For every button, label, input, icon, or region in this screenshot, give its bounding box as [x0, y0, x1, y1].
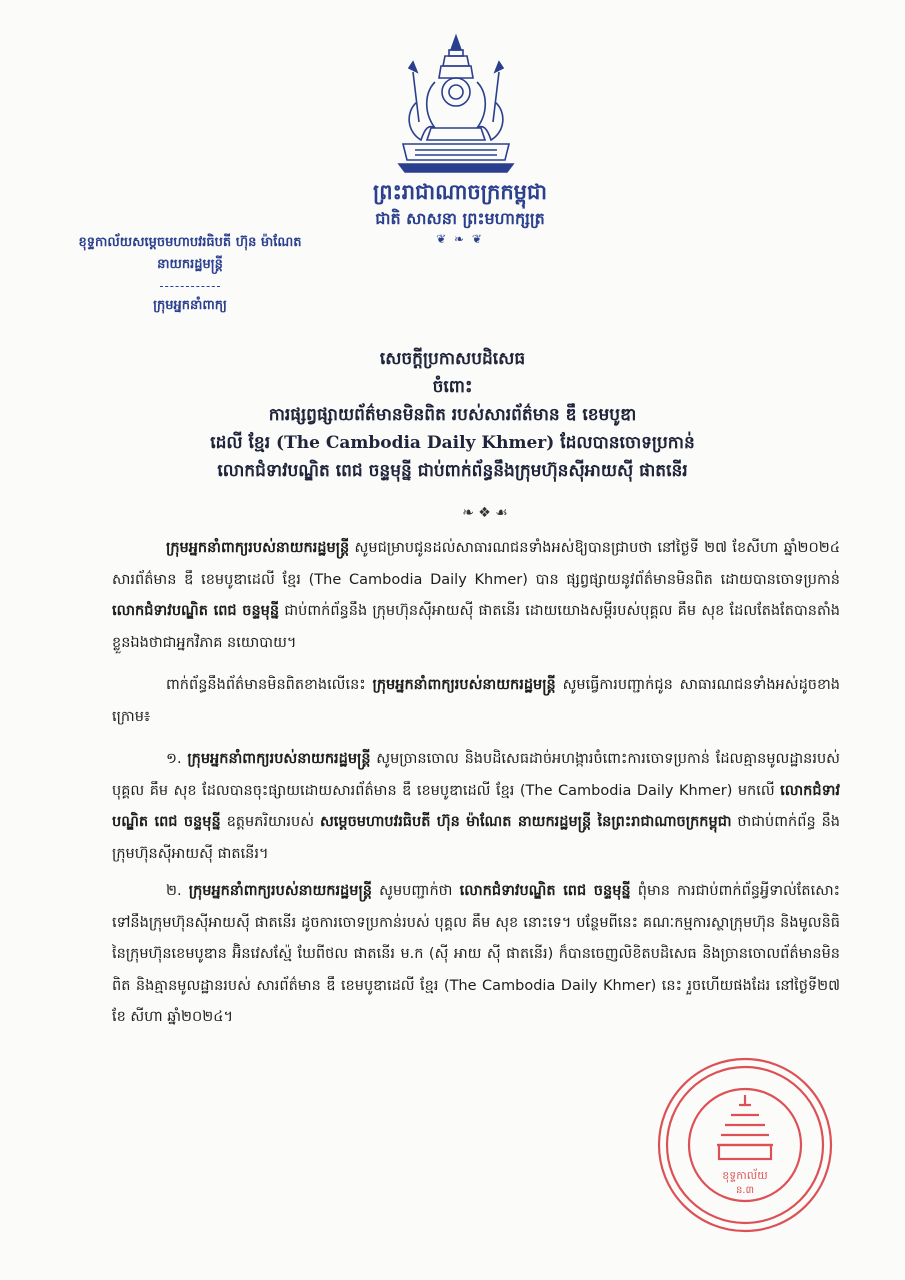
- official-seal-icon: [655, 1055, 835, 1235]
- paragraph-1: [112, 533, 840, 659]
- paragraph-2-text-end: សូមធ្វើការបញ្ជាក់ជូន សាធារណជនទាំងអស់ដូចខាងក្រោម៖: [112, 677, 840, 725]
- kingdom-heading: [355, 178, 565, 246]
- paragraph-2: [112, 670, 840, 733]
- title-ornament: ❧ ❖ ☙: [462, 505, 508, 521]
- point-1: [112, 744, 840, 870]
- spokesperson-unit: ក្រុមអ្នកនាំពាក្យរបស់នាយករដ្ឋមន្ត្រី: [187, 751, 371, 767]
- national-motto: ជាតិ សាសនា ព្រះមហាក្សត្រ: [375, 209, 545, 228]
- point-number: ១.: [166, 751, 188, 767]
- document-body: [112, 533, 840, 1040]
- prime-minister-name: សម្តេចមហាបវរធិបតី ហ៊ុន ម៉ាណែត នាយករដ្ឋមន្ត្រី នៃព្រះរាជាណាចក្រកម្ពុជា: [319, 814, 732, 830]
- paragraph-1-text: សូមជម្រាបជូនដល់សាធារណជនទាំងអស់ឱ្យបានជ្រាបថា នៅថ្ងៃទី ២៧ ខែសីហា ឆ្នាំ២០២៤ សារព័ត៌មាន ឌឹ ខេមបូឌាដេលី ខ្មែរ (The Cambodia Daily Khmer) បាន ផ្សព្វផ្សាយនូវព័ត៌មានមិនពិត ដោយបានចោទប្រកាន់: [112, 540, 840, 588]
- spokesperson-unit: ក្រុមអ្នកនាំពាក្យរបស់នាយករដ្ឋមន្ត្រី: [188, 883, 372, 899]
- office-title: នាយករដ្ឋមន្ត្រី: [157, 257, 223, 272]
- document-title: [90, 345, 815, 485]
- title-line-5: លោកជំទាវបណ្ឌិត ពេជ ចន្ទមុន្នី ជាប់ពាក់ព័ន្ធនឹងក្រុមហ៊ុនស៊ីអាយស៊ី ផាតនើរ: [217, 461, 688, 481]
- issuing-office: [40, 232, 340, 317]
- spokesperson-unit: ក្រុមអ្នកនាំពាក្យរបស់នាយករដ្ឋមន្ត្រី: [372, 677, 556, 693]
- paragraph-1-text-end: ជាប់ពាក់ព័ន្ធនឹង ក្រុមហ៊ុនស៊ីអាយស៊ី ផាតនើរ ដោយយោងសម្តីរបស់បុគ្គល គឹម សុខ ដែលតែងតែបានតាំងខ្លួនឯងថាជាអ្នកវិភាគ នយោបាយ។: [112, 603, 840, 651]
- title-line-3: ការផ្សព្វផ្សាយព័ត៌មានមិនពិត របស់សារព័ត៌មាន ឌឹ ខេមបូឌា: [268, 405, 637, 425]
- point-2: [112, 876, 840, 1034]
- seal-text: ខុទ្ទកាល័យ: [722, 1169, 768, 1182]
- person-name: លោកជំទាវបណ្ឌិត ពេជ ចន្ទមុន្នី: [459, 883, 631, 899]
- point-1-text-end: ថាជាប់ពាក់ព័ន្ធ នឹងក្រុមហ៊ុនស៊ីអាយស៊ី ផាតនើរ។: [112, 814, 840, 862]
- person-name: លោកជំទាវបណ្ឌិត ពេជ ចន្ទមុន្នី: [112, 603, 280, 619]
- title-line-4: ដេលី ខ្មែរ (The Cambodia Daily Khmer) ដែលបានចោទប្រកាន់: [210, 433, 695, 453]
- point-2-text-end: ពុំមាន ការជាប់ពាក់ព័ន្ធអ្វីទាល់តែសោះទៅនឹងក្រុមហ៊ុនស៊ីអាយស៊ី ផាតនើរ ដូចការចោទប្រកាន់របស់ បុគ្គល គឹម សុខ នោះទេ។ បន្ថែមពីនេះ គណៈកម្មការស្ថាក្រុមហ៊ុន និងមូលនិធិនៃក្រុមហ៊ុនខេមបូឌាន អ៊ិនវេសស្ម៉ែ ឃែពីថល ផាតនើរ ម.ក (ស៊ី អាយ ស៊ី ផាតនើរ) ក៏បានចេញលិខិតបដិសេធ និងច្រានចោលព័ត៌មានមិនពិត និងគ្មានមូលដ្ឋានរបស់ សារព័ត៌មាន ឌឹ ខេមបូឌាដេលី ខ្មែរ (The Cambodia Daily Khmer) នេះ រួចហើយផងដែរ នៅថ្ងៃទី២៧ ខែ សីហា ឆ្នាំ២០២៤។: [112, 883, 840, 1025]
- paragraph-2-text: ពាក់ព័ន្ធនឹងព័ត៌មានមិនពិតខាងលើនេះ: [166, 677, 373, 693]
- title-line-2: ចំពោះ: [432, 377, 473, 397]
- point-number: ២.: [166, 883, 189, 899]
- point-1-text: សូមច្រានចោល និងបដិសេធដាច់អហង្ការចំពោះការចោទប្រកាន់ ដែលគ្មានមូលដ្ឋានរបស់បុគ្គល គឹម សុខ ដែលបានចុះផ្សាយដោយសារព័ត៌មាន ឌឹ ខេមបូឌាដេលី ខ្មែរ (The Cambodia Daily Khmer) មកលើ: [112, 751, 840, 799]
- office-name: ខុទ្ទកាល័យសម្តេចមហាបវរធិបតី ហ៊ុន ម៉ាណែត: [78, 235, 302, 250]
- royal-emblem-icon: [395, 32, 517, 174]
- seal-number: ន.៣: [735, 1185, 755, 1196]
- point-1-text-mid: ឧត្តមភរិយារបស់: [220, 814, 320, 830]
- motto-ornament: ❦ ❧ ❦: [436, 232, 484, 246]
- person-name: លោកជំទាវបណ្ឌិត ពេជ ចន្ទមុន្នី: [112, 782, 840, 830]
- office-unit: ក្រុមអ្នកនាំពាក្យ: [153, 298, 227, 313]
- kingdom-name: ព្រះរាជាណាចក្រកម្ពុជា: [372, 179, 547, 204]
- office-divider: [160, 286, 220, 287]
- point-2-text: សូមបញ្ជាក់ថា: [371, 883, 460, 899]
- title-line-1: សេចក្តីប្រកាសបដិសេធ: [379, 349, 526, 369]
- spokesperson-unit: ក្រុមអ្នកនាំពាក្យរបស់នាយករដ្ឋមន្ត្រី: [166, 540, 350, 556]
